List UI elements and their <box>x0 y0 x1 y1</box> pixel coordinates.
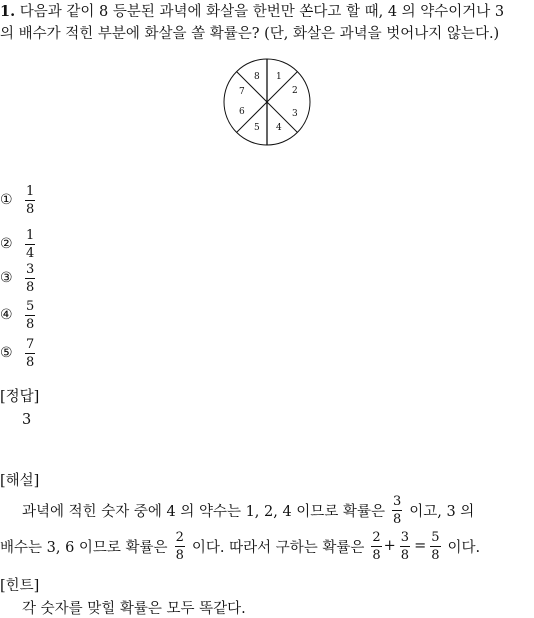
denominator: 8 <box>26 316 35 332</box>
numerator: 3 <box>392 493 402 509</box>
choice-fraction-4 <box>25 300 35 331</box>
denominator: 8 <box>392 511 402 527</box>
choice-fraction-3 <box>25 263 35 294</box>
choice-mark-3: ③ <box>0 270 13 286</box>
sector-label-8: 8 <box>254 72 260 82</box>
target-diagram <box>219 56 315 148</box>
explanation-fraction-2 <box>175 531 185 562</box>
numerator: 3 <box>400 529 410 545</box>
explanation-text-2b: 이다. 따라서 구하는 확률은 <box>191 539 365 556</box>
sector-label-3: 3 <box>292 109 298 119</box>
denominator: 8 <box>26 201 35 217</box>
explanation-fraction-3 <box>371 531 381 562</box>
numerator: 5 <box>431 529 440 545</box>
sector-label-4: 4 <box>276 123 282 133</box>
denominator: 8 <box>26 279 35 295</box>
hint-label: [힌트] <box>0 578 40 594</box>
denominator: 8 <box>175 547 184 563</box>
explanation-text-2a: 배수는 3, 6 이므로 확률은 <box>0 539 168 556</box>
numerator: 2 <box>175 529 184 545</box>
explanation-text-1a: 과녁에 적힌 숫자 중에 4 의 약수는 1, 2, 4 이므로 확률은 <box>22 503 385 520</box>
choice-fraction-2 <box>25 229 35 260</box>
numerator: 7 <box>26 336 35 352</box>
choice-mark-1: ① <box>0 192 13 208</box>
numerator: 1 <box>26 183 35 199</box>
sector-label-5: 5 <box>254 123 260 133</box>
explanation-fraction-1 <box>392 495 402 526</box>
numerator: 3 <box>26 261 35 277</box>
denominator: 8 <box>26 354 35 370</box>
denominator: 8 <box>400 547 410 563</box>
explanation-text-2c: 이다. <box>447 539 481 556</box>
numerator: 2 <box>372 529 381 545</box>
answer-label: [정답] <box>0 389 40 405</box>
explanation-line-1 <box>22 490 474 530</box>
choice-fraction-5 <box>25 338 35 369</box>
sector-label-2: 2 <box>292 86 298 96</box>
sector-label-7: 7 <box>239 87 245 97</box>
answer-value: 3 <box>22 412 32 428</box>
numerator: 1 <box>26 227 35 243</box>
denominator: 8 <box>372 547 381 563</box>
choice-fraction-1 <box>25 185 35 216</box>
equals-sign: = <box>414 538 427 554</box>
plus-sign: + <box>383 538 396 554</box>
explanation-fraction-5 <box>430 531 440 562</box>
choice-3[interactable] <box>0 258 38 298</box>
hint-text: 각 숫자를 맞힐 확률은 모두 똑같다. <box>22 601 246 617</box>
numerator: 5 <box>26 298 35 314</box>
explanation-text-1b: 이고, 3 의 <box>409 503 475 520</box>
question-text-line-1: 다음과 같이 8 등분된 과녁에 화살을 한번만 쏜다고 할 때, 4 의 약수이거나 3 <box>19 4 505 20</box>
explanation-line-2 <box>0 526 480 566</box>
denominator: 4 <box>26 245 35 261</box>
denominator: 8 <box>431 547 440 563</box>
choice-1[interactable] <box>0 180 38 220</box>
choice-mark-2: ② <box>0 236 13 252</box>
choice-5[interactable] <box>0 333 38 373</box>
choice-mark-4: ④ <box>0 307 13 323</box>
explanation-fraction-4 <box>400 531 410 562</box>
explanation-label: [해설] <box>0 473 40 489</box>
question-line-1 <box>0 2 504 22</box>
question-text-line-2: 의 배수가 적힌 부분에 화살을 쏠 확률은? (단, 화살은 과녁을 벗어나지 않는다.) <box>0 26 500 42</box>
choice-mark-5: ⑤ <box>0 345 13 361</box>
question-number: 1. <box>0 3 16 20</box>
sector-label-6: 6 <box>239 107 245 117</box>
sector-label-1: 1 <box>276 72 282 82</box>
choice-4[interactable] <box>0 295 38 335</box>
question-line-2 <box>0 24 499 44</box>
